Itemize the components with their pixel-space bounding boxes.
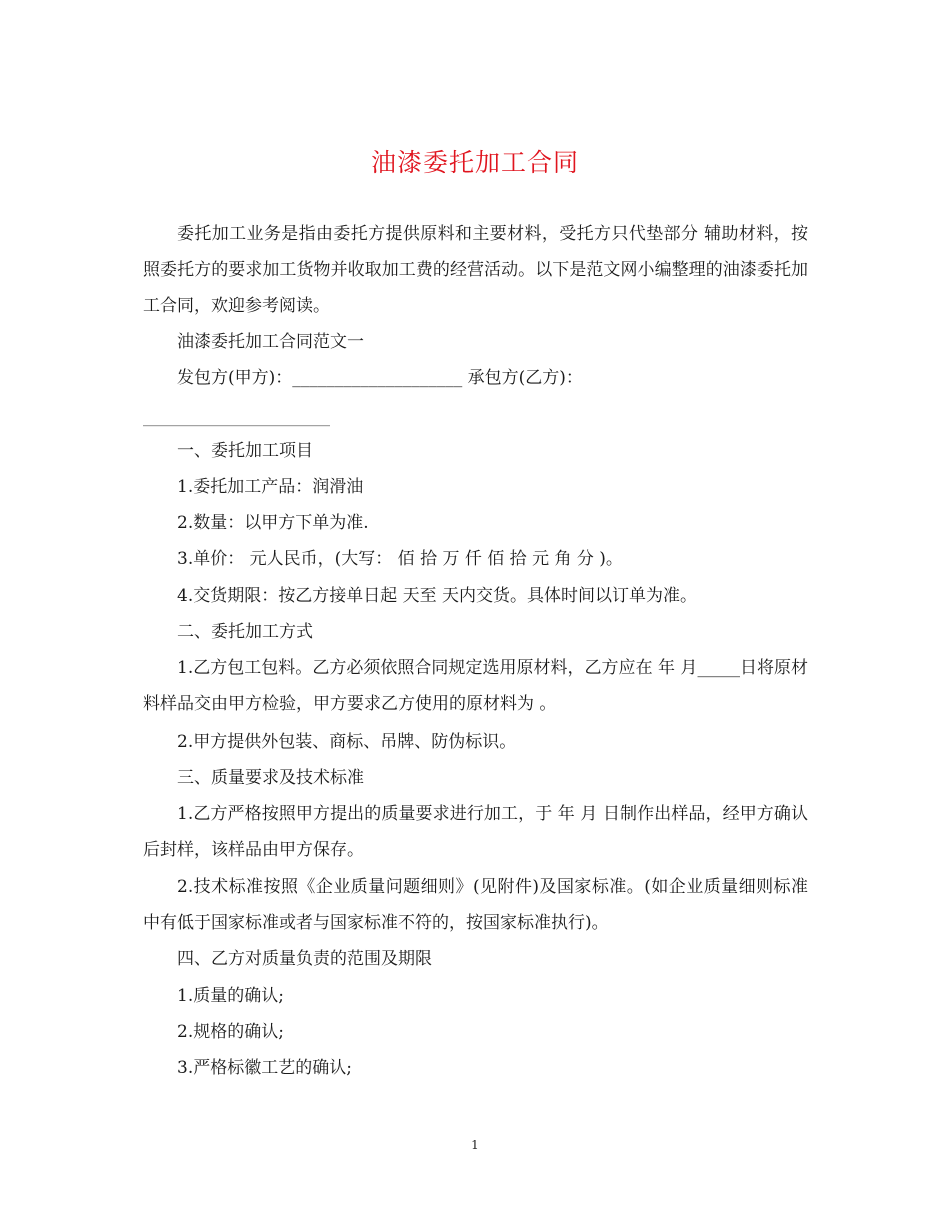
section-3-item-1: 1.乙方严格按照甲方提出的质量要求进行加工，于 年 月 日制作出样品，经甲方确认后封样，该样品由甲方保存。: [143, 804, 808, 860]
section-1-heading: 一、委托加工项目: [177, 441, 313, 461]
sample-heading: 油漆委托加工合同范文一: [177, 332, 364, 352]
section-2-heading: 二、委托加工方式: [177, 622, 313, 642]
page-number: 1: [471, 1138, 479, 1152]
section-1-item-1: 1.委托加工产品：润滑油: [177, 477, 364, 497]
party-line: 发包方(甲方)：____________________ 承包方(乙方)：: [177, 368, 583, 388]
section-2-item-2: 2.甲方提供外包装、商标、吊牌、防伪标识。: [177, 732, 517, 752]
section-1-item-3: 3.单价： 元人民币，(大写： 佰 拾 万 仟 佰 拾 元 角 分 )。: [177, 549, 623, 569]
section-4-item-2: 2.规格的确认;: [177, 1022, 284, 1042]
section-3-heading: 三、质量要求及技术标准: [177, 768, 364, 788]
section-4-item-3: 3.严格标徽工艺的确认;: [177, 1058, 352, 1078]
intro-paragraph: 委托加工业务是指由委托方提供原料和主要材料，受托方只代垫部分 辅助材料，按照委托方的要求加工货物并收取加工费的经营活动。以下是范文网小编整理的油漆委托加工合同，欢迎参考阅读。: [143, 224, 808, 316]
section-1-item-4: 4.交货期限：按乙方接单日起 天至 天内交货。具体时间以订单为准。: [177, 586, 698, 606]
section-4-heading: 四、乙方对质量负责的范围及期限: [177, 949, 432, 969]
section-4-item-1: 1.质量的确认;: [177, 986, 284, 1006]
section-3-item-2: 2.技术标准按照《企业质量问题细则》(见附件)及国家标准。(如企业质量细则标准中有低于国家标准或者与国家标准不符的，按国家标准执行)。: [143, 877, 808, 933]
section-1-item-2: 2.数量：以甲方下单为准.: [177, 513, 369, 533]
section-2-item-1: 1.乙方包工包料。乙方必须依照合同规定选用原材料，乙方应在 年 月_____日将原材料样品交由甲方检验，甲方要求乙方使用的原材料为 。: [143, 658, 808, 714]
party-line-continuation: ______________________: [143, 407, 330, 427]
document-title: 油漆委托加工合同: [370, 148, 579, 177]
